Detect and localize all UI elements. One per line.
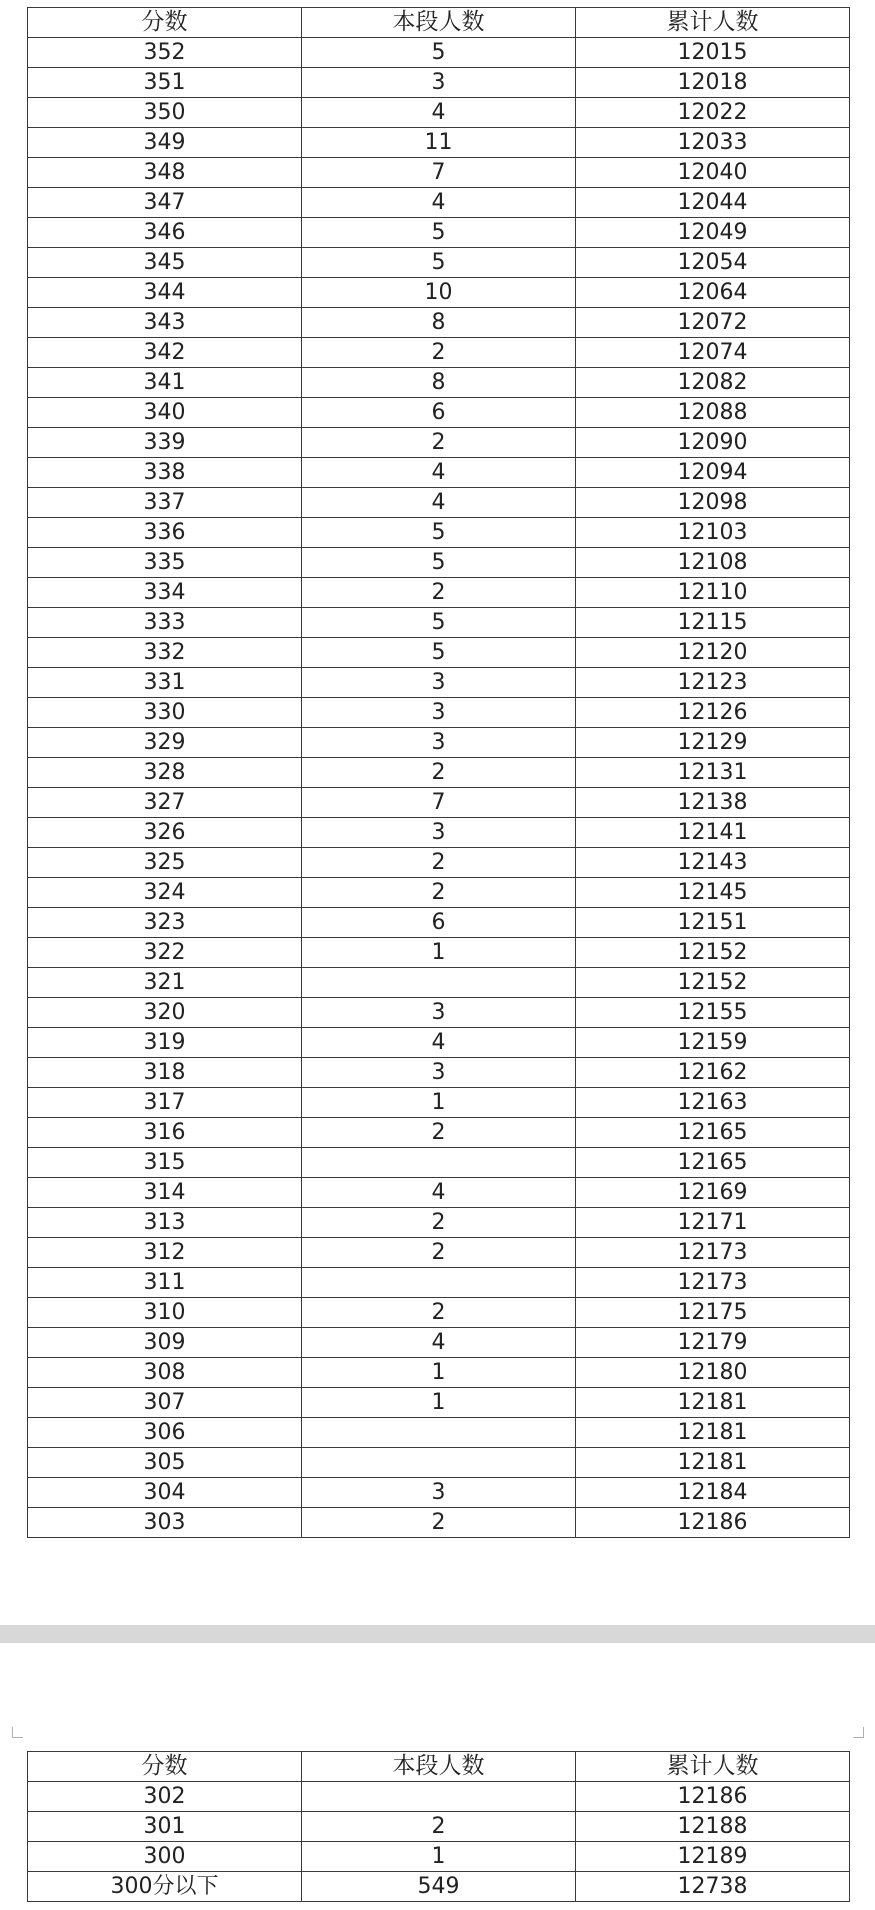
score-cell: 339 (28, 428, 302, 458)
cumulative-cell: 12082 (576, 368, 850, 398)
cumulative-cell: 12159 (576, 1028, 850, 1058)
segment-count-cell: 4 (302, 1178, 576, 1208)
score-cell: 321 (28, 968, 302, 998)
cumulative-cell: 12175 (576, 1298, 850, 1328)
cumulative-cell: 12126 (576, 698, 850, 728)
cumulative-cell: 12123 (576, 668, 850, 698)
cumulative-cell: 12049 (576, 218, 850, 248)
cumulative-cell: 12151 (576, 908, 850, 938)
score-cell: 300分以下 (28, 1872, 302, 1902)
table-row (28, 398, 850, 428)
segment-count-cell: 3 (302, 1058, 576, 1088)
cumulative-cell: 12152 (576, 968, 850, 998)
segment-count-cell (302, 1268, 576, 1298)
segment-count-cell: 11 (302, 128, 576, 158)
score-cell: 311 (28, 1268, 302, 1298)
table-header (28, 1752, 850, 1782)
cumulative-cell: 12018 (576, 68, 850, 98)
score-cell: 331 (28, 668, 302, 698)
segment-count-cell: 2 (302, 758, 576, 788)
table-row (28, 188, 850, 218)
cumulative-cell: 12165 (576, 1148, 850, 1178)
table-row (28, 1388, 850, 1418)
segment-count-cell: 4 (302, 1028, 576, 1058)
table-row (28, 1448, 850, 1478)
score-cell: 307 (28, 1388, 302, 1418)
segment-count-cell: 2 (302, 578, 576, 608)
table-row (28, 1418, 850, 1448)
cumulative-cell: 12129 (576, 728, 850, 758)
cumulative-cell: 12173 (576, 1268, 850, 1298)
cumulative-cell: 12120 (576, 638, 850, 668)
cumulative-cell: 12044 (576, 188, 850, 218)
segment-count-cell: 3 (302, 818, 576, 848)
table-header (28, 8, 850, 38)
cumulative-cell: 12145 (576, 878, 850, 908)
segment-count-cell: 5 (302, 518, 576, 548)
score-cell: 327 (28, 788, 302, 818)
score-cell: 322 (28, 938, 302, 968)
table-row (28, 998, 850, 1028)
score-cell: 329 (28, 728, 302, 758)
score-cell: 303 (28, 1508, 302, 1538)
score-cell: 342 (28, 338, 302, 368)
score-cell: 309 (28, 1328, 302, 1358)
segment-count-cell: 3 (302, 728, 576, 758)
cumulative-cell: 12163 (576, 1088, 850, 1118)
cumulative-cell: 12074 (576, 338, 850, 368)
cumulative-cell: 12171 (576, 1208, 850, 1238)
score-cell: 305 (28, 1448, 302, 1478)
score-cell: 349 (28, 128, 302, 158)
score-cell: 343 (28, 308, 302, 338)
segment-count-cell: 3 (302, 698, 576, 728)
cumulative-cell: 12054 (576, 248, 850, 278)
cumulative-cell: 12094 (576, 458, 850, 488)
cumulative-cell: 12064 (576, 278, 850, 308)
score-cell: 308 (28, 1358, 302, 1388)
score-cell: 340 (28, 398, 302, 428)
table-row (28, 1872, 850, 1902)
table-row (28, 668, 850, 698)
segment-count-cell: 4 (302, 488, 576, 518)
segment-count-cell: 3 (302, 668, 576, 698)
segment-count-cell: 2 (302, 338, 576, 368)
score-cell: 304 (28, 1478, 302, 1508)
score-cell: 325 (28, 848, 302, 878)
table-row (28, 1478, 850, 1508)
cumulative-cell: 12188 (576, 1812, 850, 1842)
header-row (28, 8, 850, 38)
header-cumulative: 累计人数 (576, 8, 850, 38)
header-segment-count: 本段人数 (302, 1752, 576, 1782)
table-row (28, 488, 850, 518)
segment-count-cell: 7 (302, 158, 576, 188)
segment-count-cell: 10 (302, 278, 576, 308)
table-row (28, 1782, 850, 1812)
segment-count-cell: 5 (302, 38, 576, 68)
table-row (28, 1058, 850, 1088)
segment-count-cell: 3 (302, 68, 576, 98)
cumulative-cell: 12143 (576, 848, 850, 878)
score-cell: 330 (28, 698, 302, 728)
score-cell: 320 (28, 998, 302, 1028)
segment-count-cell: 8 (302, 368, 576, 398)
segment-count-cell: 4 (302, 458, 576, 488)
table-row (28, 728, 850, 758)
segment-count-cell: 3 (302, 1478, 576, 1508)
segment-count-cell (302, 968, 576, 998)
cumulative-cell: 12131 (576, 758, 850, 788)
segment-count-cell: 6 (302, 398, 576, 428)
segment-count-cell: 2 (302, 1508, 576, 1538)
table-row (28, 1088, 850, 1118)
cumulative-cell: 12088 (576, 398, 850, 428)
table-row (28, 338, 850, 368)
cumulative-cell: 12141 (576, 818, 850, 848)
table-row (28, 1208, 850, 1238)
score-cell: 310 (28, 1298, 302, 1328)
cumulative-cell: 12015 (576, 38, 850, 68)
score-cell: 316 (28, 1118, 302, 1148)
cumulative-cell: 12110 (576, 578, 850, 608)
score-cell: 334 (28, 578, 302, 608)
score-cell: 328 (28, 758, 302, 788)
segment-count-cell (302, 1782, 576, 1812)
table-row (28, 1238, 850, 1268)
table-row (28, 638, 850, 668)
segment-count-cell: 1 (302, 938, 576, 968)
segment-count-cell: 5 (302, 638, 576, 668)
table-row (28, 908, 850, 938)
score-cell: 314 (28, 1178, 302, 1208)
table-body (28, 38, 850, 1538)
table-row (28, 458, 850, 488)
header-score: 分数 (28, 8, 302, 38)
cumulative-cell: 12162 (576, 1058, 850, 1088)
table-row (28, 128, 850, 158)
segment-count-cell: 5 (302, 248, 576, 278)
score-cell: 313 (28, 1208, 302, 1238)
score-cell: 300 (28, 1842, 302, 1872)
score-cell: 350 (28, 98, 302, 128)
cumulative-cell: 12072 (576, 308, 850, 338)
segment-count-cell: 3 (302, 998, 576, 1028)
table-row (28, 98, 850, 128)
table-row (28, 68, 850, 98)
cumulative-cell: 12152 (576, 938, 850, 968)
segment-count-cell: 2 (302, 428, 576, 458)
cumulative-cell: 12090 (576, 428, 850, 458)
table-row (28, 1842, 850, 1872)
table-row (28, 38, 850, 68)
cumulative-cell: 12186 (576, 1508, 850, 1538)
header-row (28, 1752, 850, 1782)
segment-count-cell: 1 (302, 1842, 576, 1872)
table-row (28, 1268, 850, 1298)
segment-count-cell: 1 (302, 1358, 576, 1388)
score-cell: 336 (28, 518, 302, 548)
page-corner-mark (853, 1727, 864, 1738)
score-cell: 324 (28, 878, 302, 908)
score-cell: 315 (28, 1148, 302, 1178)
table-row (28, 1298, 850, 1328)
score-cell: 318 (28, 1058, 302, 1088)
table-row (28, 278, 850, 308)
table-row (28, 248, 850, 278)
table-row (28, 848, 850, 878)
score-cell: 332 (28, 638, 302, 668)
segment-count-cell: 2 (302, 1298, 576, 1328)
segment-count-cell: 2 (302, 1118, 576, 1148)
table-row (28, 1178, 850, 1208)
page-corner-mark (12, 1727, 23, 1738)
score-cell: 302 (28, 1782, 302, 1812)
table-row (28, 1118, 850, 1148)
table-row (28, 1328, 850, 1358)
segment-count-cell: 1 (302, 1088, 576, 1118)
score-cell: 301 (28, 1812, 302, 1842)
score-cell: 312 (28, 1238, 302, 1268)
cumulative-cell: 12165 (576, 1118, 850, 1148)
segment-count-cell: 7 (302, 788, 576, 818)
score-cell: 323 (28, 908, 302, 938)
score-cell: 344 (28, 278, 302, 308)
table-row (28, 698, 850, 728)
score-cell: 341 (28, 368, 302, 398)
cumulative-cell: 12115 (576, 608, 850, 638)
table-row (28, 308, 850, 338)
table-row (28, 968, 850, 998)
score-cell: 347 (28, 188, 302, 218)
header-cumulative: 累计人数 (576, 1752, 850, 1782)
score-table-page-1 (27, 7, 850, 1538)
segment-count-cell: 6 (302, 908, 576, 938)
segment-count-cell: 2 (302, 1238, 576, 1268)
cumulative-cell: 12155 (576, 998, 850, 1028)
cumulative-cell: 12103 (576, 518, 850, 548)
score-cell: 345 (28, 248, 302, 278)
cumulative-cell: 12186 (576, 1782, 850, 1812)
segment-count-cell: 4 (302, 1328, 576, 1358)
table-row (28, 878, 850, 908)
table-row (28, 788, 850, 818)
table-row (28, 218, 850, 248)
table-row (28, 1508, 850, 1538)
cumulative-cell: 12033 (576, 128, 850, 158)
segment-count-cell: 8 (302, 308, 576, 338)
page-separator (0, 1625, 875, 1643)
segment-count-cell: 5 (302, 608, 576, 638)
header-score: 分数 (28, 1752, 302, 1782)
table-body (28, 1782, 850, 1902)
table-row (28, 578, 850, 608)
cumulative-cell: 12181 (576, 1388, 850, 1418)
table-row (28, 158, 850, 188)
segment-count-cell: 2 (302, 878, 576, 908)
segment-count-cell: 4 (302, 98, 576, 128)
table-row (28, 938, 850, 968)
cumulative-cell: 12169 (576, 1178, 850, 1208)
segment-count-cell (302, 1148, 576, 1178)
cumulative-cell: 12040 (576, 158, 850, 188)
score-cell: 351 (28, 68, 302, 98)
cumulative-cell: 12138 (576, 788, 850, 818)
cumulative-cell: 12022 (576, 98, 850, 128)
segment-count-cell: 2 (302, 1208, 576, 1238)
score-cell: 338 (28, 458, 302, 488)
score-cell: 335 (28, 548, 302, 578)
score-cell: 352 (28, 38, 302, 68)
table-row (28, 1148, 850, 1178)
table-row (28, 1028, 850, 1058)
score-cell: 326 (28, 818, 302, 848)
table-row (28, 428, 850, 458)
table-row (28, 548, 850, 578)
cumulative-cell: 12181 (576, 1418, 850, 1448)
score-cell: 306 (28, 1418, 302, 1448)
score-cell: 337 (28, 488, 302, 518)
table-row (28, 758, 850, 788)
table-row (28, 608, 850, 638)
score-cell: 348 (28, 158, 302, 188)
table-row (28, 368, 850, 398)
segment-count-cell: 5 (302, 548, 576, 578)
cumulative-cell: 12098 (576, 488, 850, 518)
score-table-page-2 (27, 1751, 850, 1902)
table-row (28, 518, 850, 548)
segment-count-cell (302, 1418, 576, 1448)
cumulative-cell: 12179 (576, 1328, 850, 1358)
cumulative-cell: 12181 (576, 1448, 850, 1478)
score-cell: 333 (28, 608, 302, 638)
header-segment-count: 本段人数 (302, 8, 576, 38)
score-cell: 346 (28, 218, 302, 248)
segment-count-cell: 4 (302, 188, 576, 218)
segment-count-cell: 2 (302, 1812, 576, 1842)
cumulative-cell: 12738 (576, 1872, 850, 1902)
segment-count-cell: 549 (302, 1872, 576, 1902)
table-row (28, 1812, 850, 1842)
segment-count-cell: 5 (302, 218, 576, 248)
segment-count-cell: 1 (302, 1388, 576, 1418)
table-row (28, 1358, 850, 1388)
score-cell: 319 (28, 1028, 302, 1058)
segment-count-cell: 2 (302, 848, 576, 878)
score-cell: 317 (28, 1088, 302, 1118)
cumulative-cell: 12184 (576, 1478, 850, 1508)
cumulative-cell: 12180 (576, 1358, 850, 1388)
cumulative-cell: 12108 (576, 548, 850, 578)
segment-count-cell (302, 1448, 576, 1478)
table-row (28, 818, 850, 848)
cumulative-cell: 12173 (576, 1238, 850, 1268)
cumulative-cell: 12189 (576, 1842, 850, 1872)
